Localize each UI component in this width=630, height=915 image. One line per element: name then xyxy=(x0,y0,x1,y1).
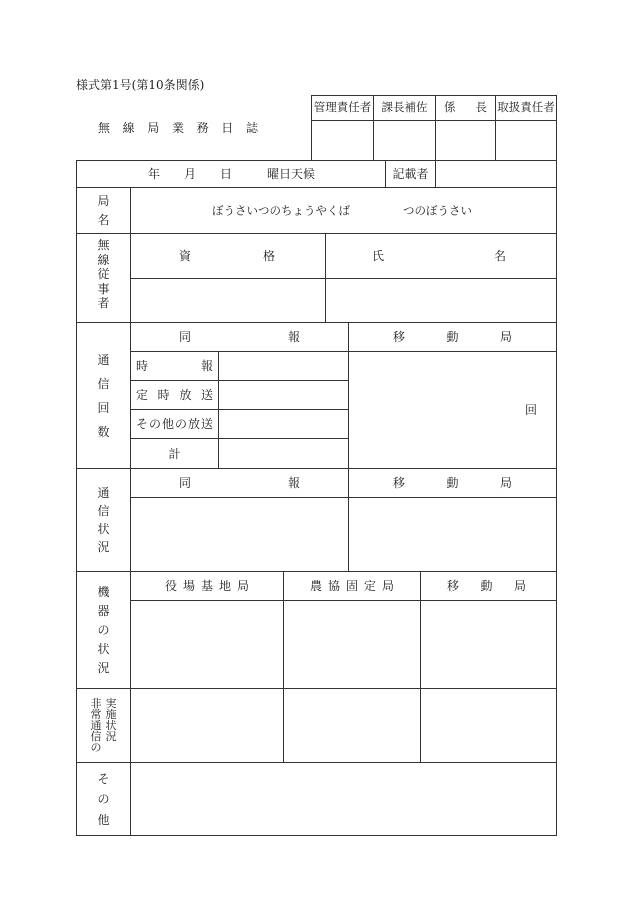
glyph: 施 xyxy=(105,708,117,721)
glyph: 時 xyxy=(157,388,170,402)
glyph: 信 xyxy=(97,504,110,518)
glyph: 役 xyxy=(165,579,178,593)
mobile-header xyxy=(349,477,556,489)
approval-header-manager xyxy=(311,95,374,121)
glyph: 局 xyxy=(381,579,394,593)
glyph: 同 xyxy=(179,476,192,490)
glyph: 基 xyxy=(200,579,213,593)
glyph: 他 xyxy=(161,417,174,431)
glyph: 名 xyxy=(493,249,506,263)
time-signal-label xyxy=(131,360,218,372)
equipment-header-cell xyxy=(420,571,557,601)
glyph: 送 xyxy=(200,388,213,402)
glyph: 放 xyxy=(179,388,192,402)
emergency-value-cell xyxy=(130,688,284,763)
approval-label: 課長補佐 xyxy=(381,100,428,115)
glyph: の xyxy=(174,417,187,431)
comm-status-broadcast-header-cell xyxy=(130,468,349,498)
weekday-weather-label: 曜日天候 xyxy=(267,167,316,181)
emergency-label-cell xyxy=(76,688,131,763)
qualification-header xyxy=(131,250,325,262)
approval-header-handler xyxy=(495,95,557,121)
glyph: 状 xyxy=(97,642,110,656)
glyph: 誌 xyxy=(245,121,258,135)
comm-count-row-label-cell xyxy=(130,409,219,439)
equipment-value-cell xyxy=(283,600,421,689)
glyph: 他 xyxy=(97,812,110,827)
glyph: 資 xyxy=(179,249,192,263)
glyph: 実 xyxy=(105,697,117,710)
equipment-value-cell xyxy=(130,600,284,689)
glyph: 定 xyxy=(136,388,149,402)
comm-status-broadcast-value-cell xyxy=(130,497,349,572)
glyph: 係 xyxy=(444,100,456,115)
glyph: 移 xyxy=(393,476,406,490)
qualification-value-cell xyxy=(130,278,326,323)
comm-count-label xyxy=(97,354,109,438)
glyph: 局 xyxy=(499,330,512,344)
operator-label xyxy=(97,239,109,309)
glyph: 局 xyxy=(236,579,249,593)
broadcast-header xyxy=(131,477,348,489)
recorder-label-cell xyxy=(385,160,436,188)
glyph: の xyxy=(90,741,102,754)
equipment-label xyxy=(97,586,109,674)
glyph: 線 xyxy=(122,121,135,135)
glyph: 無 xyxy=(97,238,110,252)
glyph: 同 xyxy=(179,330,192,344)
glyph: 常 xyxy=(90,708,102,721)
glyph: 通 xyxy=(97,486,110,500)
glyph: 長 xyxy=(475,100,487,115)
scheduled-broadcast-label xyxy=(131,389,218,401)
glyph: 従 xyxy=(97,267,110,281)
glyph: 移 xyxy=(393,330,406,344)
emergency-label-right xyxy=(106,698,117,742)
approval-stamp-box xyxy=(435,120,496,161)
name-header xyxy=(326,250,556,262)
station-name-part2: つのぼうさい xyxy=(403,202,472,217)
name-header-cell xyxy=(325,233,557,279)
month-label: 月 xyxy=(184,167,197,181)
glyph: 報 xyxy=(287,476,300,490)
glyph: 名 xyxy=(97,213,110,227)
approval-label: 管理責任者 xyxy=(313,100,372,115)
glyph: 時 xyxy=(136,359,149,373)
comm-count-label-cell xyxy=(76,322,131,469)
glyph: 協 xyxy=(327,579,340,593)
glyph: 局 xyxy=(147,121,160,135)
comm-count-row-value-cell xyxy=(218,351,349,381)
qualification-header-cell xyxy=(130,233,326,279)
glyph: そ xyxy=(97,771,110,786)
name-value-cell xyxy=(325,278,557,323)
approval-stamp-box xyxy=(373,120,436,161)
agri-coop-fixed-station-header xyxy=(284,580,420,592)
document-title xyxy=(98,122,258,134)
glyph: 通 xyxy=(97,352,110,367)
mobile-station-header xyxy=(421,580,556,592)
glyph: 信 xyxy=(90,730,102,743)
approval-label xyxy=(436,102,495,114)
glyph: 信 xyxy=(97,376,110,391)
day-label: 日 xyxy=(220,167,233,181)
equipment-header-cell xyxy=(130,571,284,601)
comm-count-row-value-cell xyxy=(218,380,349,410)
glyph: の xyxy=(148,417,161,431)
glyph: 況 xyxy=(97,661,110,675)
glyph: 氏 xyxy=(372,249,385,263)
glyph: 報 xyxy=(200,359,213,373)
other-broadcast-label xyxy=(131,418,218,430)
glyph: 無 xyxy=(98,121,111,135)
comm-status-mobile-value-cell xyxy=(348,497,557,572)
glyph: 地 xyxy=(218,579,231,593)
year-label: 年 xyxy=(148,167,161,181)
other-value-cell xyxy=(130,762,557,836)
emergency-value-cell xyxy=(283,688,421,763)
glyph: 況 xyxy=(97,540,110,554)
glyph: 器 xyxy=(97,604,110,618)
comm-status-label xyxy=(97,487,109,553)
glyph: 非 xyxy=(90,697,102,710)
recorder-label: 記載者 xyxy=(392,167,429,181)
glyph: 格 xyxy=(262,249,275,263)
glyph: 固 xyxy=(345,579,358,593)
town-office-base-station-header xyxy=(131,580,283,592)
glyph: 回 xyxy=(97,400,110,415)
glyph: 機 xyxy=(97,585,110,599)
station-name-label xyxy=(97,195,109,226)
glyph: 動 xyxy=(480,579,493,593)
comm-count-row-value-cell xyxy=(218,409,349,439)
glyph: 農 xyxy=(310,579,323,593)
approval-label: 取扱責任者 xyxy=(497,100,555,115)
other-label-cell xyxy=(76,762,131,836)
recorder-value-cell xyxy=(435,160,557,188)
station-name-part1: ぼうさいつのちょうやくば xyxy=(212,202,350,217)
total-label: 計 xyxy=(168,446,181,461)
comm-count-broadcast-header-cell xyxy=(130,322,349,352)
glyph: 業 xyxy=(171,121,184,135)
glyph: 状 xyxy=(105,719,117,732)
comm-count-mobile-value-cell xyxy=(348,351,557,469)
broadcast-header xyxy=(131,331,348,343)
form-number: 様式第1号(第10条関係) xyxy=(76,78,205,92)
equipment-label-cell xyxy=(76,571,131,689)
glyph: 動 xyxy=(446,330,459,344)
equipment-value-cell xyxy=(420,600,557,689)
glyph: 事 xyxy=(97,281,110,296)
approval-header-section-chief xyxy=(435,95,496,121)
glyph: 動 xyxy=(446,476,459,490)
operator-label-cell xyxy=(76,233,131,323)
comm-count-mobile-header-cell xyxy=(348,322,557,352)
glyph: の xyxy=(97,623,110,637)
glyph: 場 xyxy=(182,579,195,593)
glyph: 局 xyxy=(499,476,512,490)
glyph: 放 xyxy=(187,417,200,431)
glyph: 日 xyxy=(221,121,234,135)
comm-status-mobile-header-cell xyxy=(348,468,557,498)
emergency-label-left xyxy=(91,698,102,753)
station-name-value-cell xyxy=(130,187,557,234)
glyph: 数 xyxy=(97,424,110,439)
glyph: 状 xyxy=(97,522,110,536)
glyph: 送 xyxy=(200,417,213,431)
glyph: 局 xyxy=(97,194,110,208)
date-weather-cell xyxy=(76,160,386,188)
count-unit-label: 回 xyxy=(524,403,537,417)
equipment-header-cell xyxy=(283,571,421,601)
emergency-label xyxy=(91,698,117,753)
glyph: 務 xyxy=(196,121,209,135)
comm-count-row-label-cell xyxy=(130,438,219,469)
approval-header-deputy-chief xyxy=(373,95,436,121)
comm-count-row-value-cell xyxy=(218,438,349,469)
glyph: の xyxy=(97,792,110,806)
approval-stamp-box xyxy=(495,120,557,161)
comm-status-label-cell xyxy=(76,468,131,572)
glyph: 報 xyxy=(287,330,300,344)
mobile-header xyxy=(349,331,556,343)
glyph: 移 xyxy=(447,579,460,593)
glyph: 況 xyxy=(105,730,117,743)
glyph: 定 xyxy=(363,579,376,593)
station-name-label-cell xyxy=(76,187,131,234)
glyph: 者 xyxy=(97,296,110,310)
emergency-value-cell xyxy=(420,688,557,763)
other-label xyxy=(97,773,109,826)
comm-count-row-label-cell xyxy=(130,351,219,381)
glyph: そ xyxy=(136,417,149,431)
glyph: 局 xyxy=(513,579,526,593)
glyph: 線 xyxy=(97,252,110,267)
approval-stamp-box xyxy=(311,120,374,161)
glyph: 通 xyxy=(90,719,102,732)
comm-count-row-label-cell xyxy=(130,380,219,410)
